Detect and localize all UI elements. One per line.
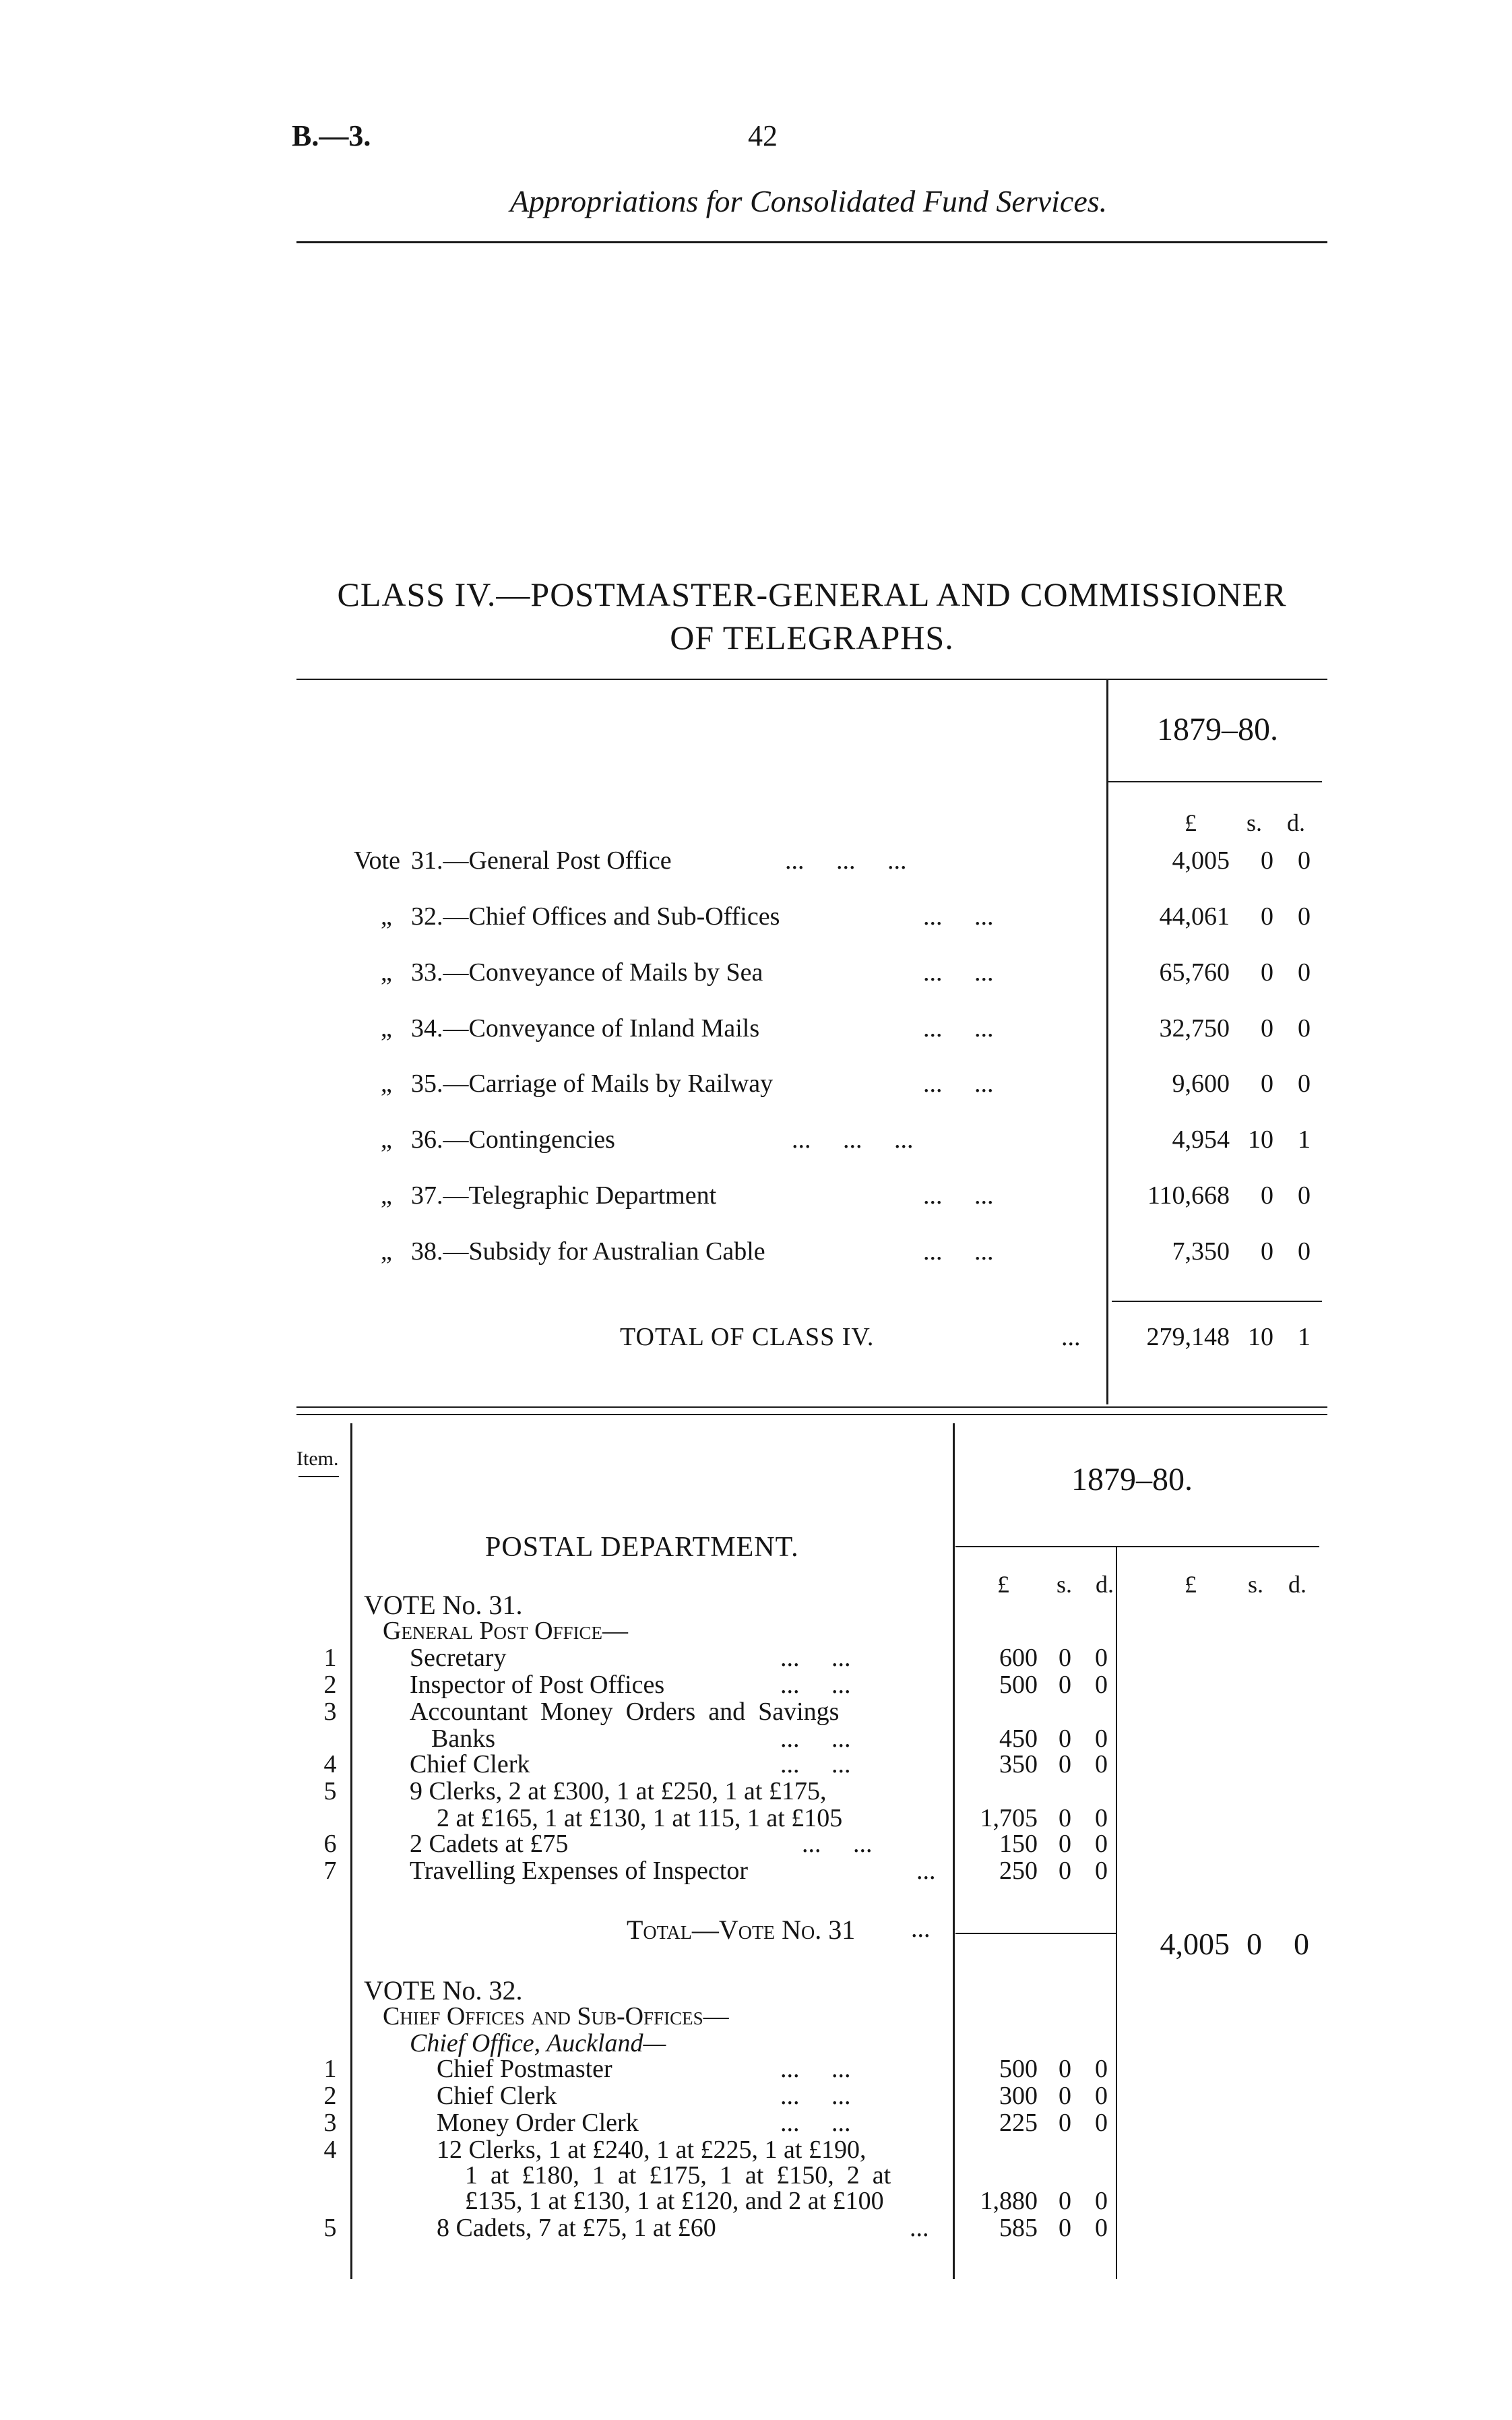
item-pence: 0 [1095,1725,1108,1753]
vote31-total-pence: 0 [1294,1927,1309,1961]
vote31-total-pounds: 4,005 [1160,1927,1230,1961]
item-pence: 0 [1095,2187,1108,2215]
item-description: Secretary [410,1644,507,1672]
item-description: 2 at £165, 1 at £130, 1 at 115, 1 at £105 [437,1804,843,1832]
amount-shillings: 0 [1261,902,1273,931]
item-pence: 0 [1095,2082,1108,2110]
section-double-rule [296,1406,1327,1408]
item-description: 9 Clerks, 2 at £300, 1 at £250, 1 at £175, [410,1777,827,1805]
line-item-continuation [0,2162,1512,2189]
item-description: Travelling Expenses of Inspector [410,1857,748,1885]
class-title [296,573,1327,659]
detail-year-rule [955,1546,1319,1547]
vote-prefix: Vote [354,846,400,875]
vote32-heading: Chief Offices and Sub-Offices— [383,2002,729,2030]
page-number: 42 [748,119,778,152]
item-pence: 0 [1095,1804,1108,1832]
item-description: Banks [431,1725,495,1753]
vote-label: 31.—General Post Office [411,846,672,875]
summary-row [0,1125,1512,1165]
summary-total-pounds: 279,148 [1146,1323,1230,1351]
item-number: 5 [323,1777,337,1805]
summary-shillings-heading: s. [1247,809,1263,836]
detail-shillings-heading: s. [1057,1571,1073,1598]
leader-dots: ... ... [923,958,994,987]
vote-label: 32.—Chief Offices and Sub-Offices [411,902,780,931]
summary-pence-heading: d. [1287,809,1305,836]
leader-dots: ... ... [780,2055,851,2083]
item-pounds: 500 [999,1671,1038,1699]
amount-pounds: 4,954 [1172,1125,1230,1154]
amount-pence: 0 [1298,1237,1311,1266]
leader-dots: ... ... [923,1069,994,1098]
vote-prefix: „ [381,1237,392,1266]
subtotal-shillings-heading: s. [1248,1571,1264,1598]
leader-dots: ... [910,2214,929,2242]
subtotal-pounds-heading: £ [1185,1571,1197,1598]
amount-pounds: 32,750 [1159,1014,1230,1043]
item-description: Chief Postmaster [437,2055,612,2083]
page-subtitle: Appropriations for Consolidated Fund Services. [509,184,1108,218]
item-number: 3 [323,2109,337,2137]
vote32-title: VOTE No. 32. [364,1975,523,2006]
item-description: 1 at £180, 1 at £175, 1 at £150, 2 at [465,2161,891,2190]
leader-dots: ... ... [780,1671,851,1699]
amount-pence: 0 [1298,846,1311,875]
item-number: 3 [323,1698,337,1726]
summary-year-rule [1106,781,1322,782]
summary-total-row [0,1322,1512,1363]
line-item [0,2082,1512,2109]
line-item [0,1644,1512,1671]
summary-row [0,1014,1512,1054]
item-shillings: 0 [1059,2082,1071,2110]
amount-pence: 0 [1298,1181,1311,1210]
vote-label: 34.—Conveyance of Inland Mails [411,1014,760,1043]
item-description: Chief Clerk [410,1750,530,1778]
class-title-line2: OF TELEGRAPHS. [670,619,954,656]
item-pence: 0 [1095,1671,1108,1699]
vote-label: 36.—Contingencies [411,1125,615,1154]
line-item [0,2136,1512,2163]
leader-dots: ... ... [923,1237,994,1266]
amount-pence: 0 [1298,958,1311,987]
line-item-continuation [0,1805,1512,1832]
item-shillings: 0 [1059,1644,1071,1672]
header-rule [296,241,1327,243]
leader-dots: ... ... [923,1181,994,1210]
item-shillings: 0 [1059,1750,1071,1778]
vote31-heading: General Post Office— [383,1617,629,1645]
summary-row [0,1181,1512,1221]
summary-row [0,1069,1512,1109]
leader-dots: ... ... [802,1830,873,1858]
vote31-subtotal-rule [955,1933,1116,1934]
vote-label: 37.—Telegraphic Department [411,1181,717,1210]
amount-shillings: 0 [1261,846,1273,875]
amount-shillings: 10 [1248,1125,1273,1154]
item-description: 8 Cadets, 7 at £75, 1 at £60 [437,2214,716,2242]
vote-label: 33.—Conveyance of Mails by Sea [411,958,763,987]
item-pounds: 600 [999,1644,1038,1672]
line-item [0,2055,1512,2082]
item-shillings: 0 [1059,1804,1071,1832]
item-pounds: 450 [999,1725,1038,1753]
item-pence: 0 [1095,1644,1108,1672]
item-heading-rule [298,1476,339,1477]
item-shillings: 0 [1059,1830,1071,1858]
item-shillings: 0 [1059,2055,1071,2083]
vote-prefix: „ [381,958,392,987]
leader-dots: ... [911,1915,931,1943]
amount-pence: 0 [1298,1014,1311,1043]
leader-dots: ... ... [923,1014,994,1043]
vote-prefix: „ [381,902,392,931]
amount-pounds: 110,668 [1147,1181,1230,1210]
vote-label: 38.—Subsidy for Australian Cable [411,1237,765,1266]
item-description: 12 Clerks, 1 at £240, 1 at £225, 1 at £190, [437,2136,867,2164]
document-reference: B.—3. [292,119,371,152]
item-description: Inspector of Post Offices [410,1671,665,1699]
line-item-continuation [0,2188,1512,2214]
item-pounds: 500 [999,2055,1038,2083]
leader-dots: ... ... ... [785,846,907,875]
section-double-rule [296,1414,1327,1415]
amount-pounds: 4,005 [1172,846,1230,875]
amount-shillings: 0 [1261,958,1273,987]
summary-row [0,846,1512,886]
item-description: £135, 1 at £130, 1 at £120, and 2 at £100 [465,2187,884,2215]
amount-pence: 0 [1298,1069,1311,1098]
postal-department-heading: POSTAL DEPARTMENT. [485,1532,799,1563]
amount-pence: 0 [1298,902,1311,931]
item-pounds: 300 [999,2082,1038,2110]
item-pence: 0 [1095,1830,1108,1858]
item-pounds: 585 [999,2214,1038,2242]
vote31-total-label: Total—Vote No. 31 [627,1915,856,1945]
line-item [0,1857,1512,1884]
summary-total-pence: 1 [1298,1323,1311,1351]
item-number: 1 [323,1644,337,1672]
subtotal-pence-heading: d. [1288,1571,1306,1598]
amount-shillings: 0 [1261,1181,1273,1210]
summary-year-heading: 1879–80. [1157,712,1278,747]
line-item [0,1830,1512,1857]
item-description: 2 Cadets at £75 [410,1830,569,1858]
item-shillings: 0 [1059,2214,1071,2242]
summary-row [0,1237,1512,1277]
amount-pounds: 65,760 [1159,958,1230,987]
vote-prefix: „ [381,1181,392,1210]
item-shillings: 0 [1059,1671,1071,1699]
line-item [0,1671,1512,1698]
summary-total-rule [1112,1301,1322,1302]
summary-row [0,958,1512,998]
summary-pounds-heading: £ [1185,809,1197,836]
summary-total-label: TOTAL OF CLASS IV. [620,1323,875,1351]
amount-shillings: 0 [1261,1014,1273,1043]
item-description: Chief Clerk [437,2082,557,2110]
leader-dots: ... ... [780,2082,851,2110]
detail-year-heading: 1879–80. [1071,1462,1193,1497]
item-number: 1 [323,2055,337,2083]
line-item [0,2214,1512,2241]
summary-top-rule [296,679,1327,680]
item-pence: 0 [1095,1857,1108,1885]
summary-total-shillings: 10 [1248,1323,1273,1351]
leader-dots: ... [916,1857,936,1885]
item-column-heading: Item. [296,1448,339,1470]
leader-dots: ... [1061,1323,1081,1351]
item-pounds: 1,705 [980,1804,1038,1832]
leader-dots: ... ... [780,2109,851,2137]
item-pence: 0 [1095,1750,1108,1778]
leader-dots: ... ... [780,1725,851,1753]
item-number: 4 [323,1750,337,1778]
vote32-subheading: Chief Office, Auckland— [410,2029,666,2057]
vote-prefix: „ [381,1014,392,1043]
item-number: 2 [323,2082,337,2110]
class-title-line1: CLASS IV.—POSTMASTER-GENERAL AND COMMISSIONER [337,576,1287,613]
item-pence: 0 [1095,2055,1108,2083]
amount-pounds: 7,350 [1172,1237,1230,1266]
vote-prefix: „ [381,1069,392,1098]
item-number: 5 [323,2214,337,2242]
leader-dots: ... ... [780,1644,851,1672]
vote31-title: VOTE No. 31. [364,1590,523,1620]
summary-row [0,902,1512,942]
vote-label: 35.—Carriage of Mails by Railway [411,1069,774,1098]
item-pounds: 350 [999,1750,1038,1778]
item-shillings: 0 [1059,1725,1071,1753]
amount-shillings: 0 [1261,1237,1273,1266]
item-number: 7 [323,1857,337,1885]
item-number: 6 [323,1830,337,1858]
item-number: 2 [323,1671,337,1699]
amount-pounds: 9,600 [1172,1069,1230,1098]
line-item [0,1751,1512,1778]
leader-dots: ... ... [780,1750,851,1778]
item-description: Money Order Clerk [437,2109,639,2137]
item-shillings: 0 [1059,2109,1071,2137]
line-item [0,1698,1512,1725]
line-item-continuation [0,1725,1512,1752]
detail-pence-heading: d. [1096,1571,1114,1598]
vote-prefix: „ [381,1125,392,1154]
amount-pence: 1 [1298,1125,1311,1154]
leader-dots: ... ... ... [792,1125,914,1154]
item-number: 4 [323,2136,337,2164]
leader-dots: ... ... [923,902,994,931]
line-item [0,2109,1512,2136]
item-description: Accountant Money Orders and Savings [410,1698,840,1726]
amount-shillings: 0 [1261,1069,1273,1098]
item-pounds: 150 [999,1830,1038,1858]
line-item [0,1778,1512,1805]
item-pounds: 1,880 [980,2187,1038,2215]
item-shillings: 0 [1059,1857,1071,1885]
item-pence: 0 [1095,2109,1108,2137]
item-shillings: 0 [1059,2187,1071,2215]
item-pence: 0 [1095,2214,1108,2242]
item-pounds: 250 [999,1857,1038,1885]
item-pounds: 225 [999,2109,1038,2137]
detail-pounds-heading: £ [997,1571,1009,1598]
vote31-total-shillings: 0 [1247,1927,1262,1961]
amount-pounds: 44,061 [1159,902,1230,931]
